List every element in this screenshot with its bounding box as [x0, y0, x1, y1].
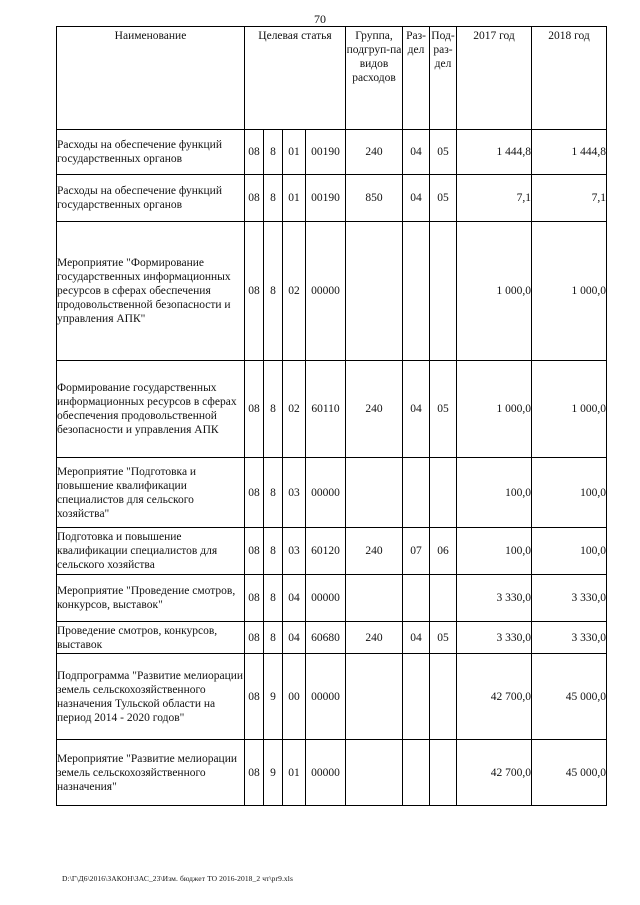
target-code-direction: 00000: [306, 740, 346, 806]
target-code-program: 08: [245, 654, 264, 740]
row-name: Подготовка и повышение квалификации специалистов для сельского хозяйства: [57, 528, 245, 575]
expense-group: 850: [346, 175, 403, 222]
target-code-event: 00: [283, 654, 306, 740]
target-code-event: 01: [283, 130, 306, 175]
target-code-subprogram: 8: [264, 361, 283, 458]
target-code-subprogram: 8: [264, 575, 283, 622]
row-name: Формирование государственных информационных ресурсов в сферах обеспечения продовольственной безопасности и управления АПК: [57, 361, 245, 458]
subsection-code: [430, 222, 457, 361]
expense-group: 240: [346, 528, 403, 575]
target-code-program: 08: [245, 622, 264, 654]
row-name: Проведение смотров, конкурсов, выставок: [57, 622, 245, 654]
table-row: [57, 130, 607, 175]
target-code-event: 02: [283, 361, 306, 458]
amount-2018: 1 444,8: [532, 130, 607, 175]
target-code-program: 08: [245, 458, 264, 528]
target-code-event: 04: [283, 575, 306, 622]
target-code-event: 03: [283, 458, 306, 528]
section-code: 04: [403, 175, 430, 222]
section-code: [403, 654, 430, 740]
target-code-program: 08: [245, 175, 264, 222]
amount-2018: 1 000,0: [532, 361, 607, 458]
target-code-direction: 00000: [306, 654, 346, 740]
amount-2018: 45 000,0: [532, 740, 607, 806]
target-code-direction: 00000: [306, 222, 346, 361]
expense-group: 240: [346, 130, 403, 175]
target-code-direction: 00000: [306, 575, 346, 622]
header-2017: 2017 год: [457, 27, 532, 130]
section-code: [403, 222, 430, 361]
table-row: [57, 654, 607, 740]
amount-2017: 3 330,0: [457, 575, 532, 622]
target-code-direction: 00190: [306, 130, 346, 175]
section-code: 07: [403, 528, 430, 575]
amount-2017: 100,0: [457, 528, 532, 575]
amount-2017: 1 444,8: [457, 130, 532, 175]
expense-group: [346, 222, 403, 361]
target-code-subprogram: 8: [264, 622, 283, 654]
table-row: [57, 622, 607, 654]
row-name: Подпрограмма "Развитие мелиорации земель сельскохозяйственного назначения Тульской области на период 2014 - 2020 годов": [57, 654, 245, 740]
header-row: [57, 27, 607, 130]
subsection-code: [430, 458, 457, 528]
row-name: Мероприятие "Проведение смотров, конкурсов, выставок": [57, 575, 245, 622]
target-code-subprogram: 9: [264, 654, 283, 740]
table-row: [57, 361, 607, 458]
expense-group: 240: [346, 622, 403, 654]
amount-2018: 3 330,0: [532, 575, 607, 622]
target-code-subprogram: 8: [264, 458, 283, 528]
amount-2018: 1 000,0: [532, 222, 607, 361]
section-code: [403, 575, 430, 622]
header-target-article: Целевая статья: [245, 27, 346, 130]
section-code: 04: [403, 130, 430, 175]
target-code-subprogram: 8: [264, 528, 283, 575]
table-row: [57, 575, 607, 622]
row-name: Мероприятие "Развитие мелиорации земель сельскохозяйственного назначения": [57, 740, 245, 806]
amount-2017: 100,0: [457, 458, 532, 528]
target-code-subprogram: 9: [264, 740, 283, 806]
amount-2018: 100,0: [532, 528, 607, 575]
target-code-subprogram: 8: [264, 175, 283, 222]
target-code-event: 01: [283, 175, 306, 222]
subsection-code: 05: [430, 361, 457, 458]
amount-2017: 1 000,0: [457, 361, 532, 458]
target-code-event: 04: [283, 622, 306, 654]
target-code-program: 08: [245, 575, 264, 622]
row-name: Расходы на обеспечение функций государственных органов: [57, 130, 245, 175]
target-code-event: 01: [283, 740, 306, 806]
subsection-code: 05: [430, 622, 457, 654]
target-code-event: 02: [283, 222, 306, 361]
header-subsection: Под-раз-дел: [430, 27, 457, 130]
target-code-program: 08: [245, 361, 264, 458]
header-name: Наименование: [57, 27, 245, 130]
amount-2017: 3 330,0: [457, 622, 532, 654]
amount-2017: 42 700,0: [457, 654, 532, 740]
amount-2018: 3 330,0: [532, 622, 607, 654]
target-code-program: 08: [245, 130, 264, 175]
subsection-code: [430, 740, 457, 806]
subsection-code: 05: [430, 175, 457, 222]
budget-table: [56, 26, 607, 806]
target-code-event: 03: [283, 528, 306, 575]
table-row: [57, 222, 607, 361]
subsection-code: 05: [430, 130, 457, 175]
target-code-program: 08: [245, 528, 264, 575]
subsection-code: [430, 654, 457, 740]
target-code-subprogram: 8: [264, 130, 283, 175]
section-code: 04: [403, 361, 430, 458]
amount-2017: 7,1: [457, 175, 532, 222]
subsection-code: 06: [430, 528, 457, 575]
header-2018: 2018 год: [532, 27, 607, 130]
expense-group: [346, 458, 403, 528]
file-path-footer: D:\Г\Д6\2016\ЗАКОН\ЗАС_23\Изм. бюджет ТО 2016-2018_2 чт\pr9.xls: [62, 874, 293, 883]
section-code: 04: [403, 622, 430, 654]
row-name: Мероприятие "Формирование государственных информационных ресурсов в сферах обеспечения продовольственной безопасности и управления АПК": [57, 222, 245, 361]
table-row: [57, 458, 607, 528]
target-code-program: 08: [245, 222, 264, 361]
subsection-code: [430, 575, 457, 622]
section-code: [403, 458, 430, 528]
expense-group: 240: [346, 361, 403, 458]
target-code-direction: 60120: [306, 528, 346, 575]
table-row: [57, 175, 607, 222]
row-name: Мероприятие "Подготовка и повышение квалификации специалистов для сельского хозяйства": [57, 458, 245, 528]
amount-2018: 7,1: [532, 175, 607, 222]
table-row: [57, 740, 607, 806]
target-code-program: 08: [245, 740, 264, 806]
row-name: Расходы на обеспечение функций государственных органов: [57, 175, 245, 222]
target-code-direction: 60680: [306, 622, 346, 654]
section-code: [403, 740, 430, 806]
table-row: [57, 528, 607, 575]
amount-2017: 42 700,0: [457, 740, 532, 806]
amount-2018: 100,0: [532, 458, 607, 528]
expense-group: [346, 740, 403, 806]
page-number: 70: [314, 12, 326, 26]
expense-group: [346, 654, 403, 740]
target-code-direction: 00000: [306, 458, 346, 528]
header-section: Раз-дел: [403, 27, 430, 130]
expense-group: [346, 575, 403, 622]
amount-2018: 45 000,0: [532, 654, 607, 740]
target-code-direction: 60110: [306, 361, 346, 458]
target-code-direction: 00190: [306, 175, 346, 222]
header-group: Группа, подгруп-па видов расходов: [346, 27, 403, 130]
amount-2017: 1 000,0: [457, 222, 532, 361]
target-code-subprogram: 8: [264, 222, 283, 361]
